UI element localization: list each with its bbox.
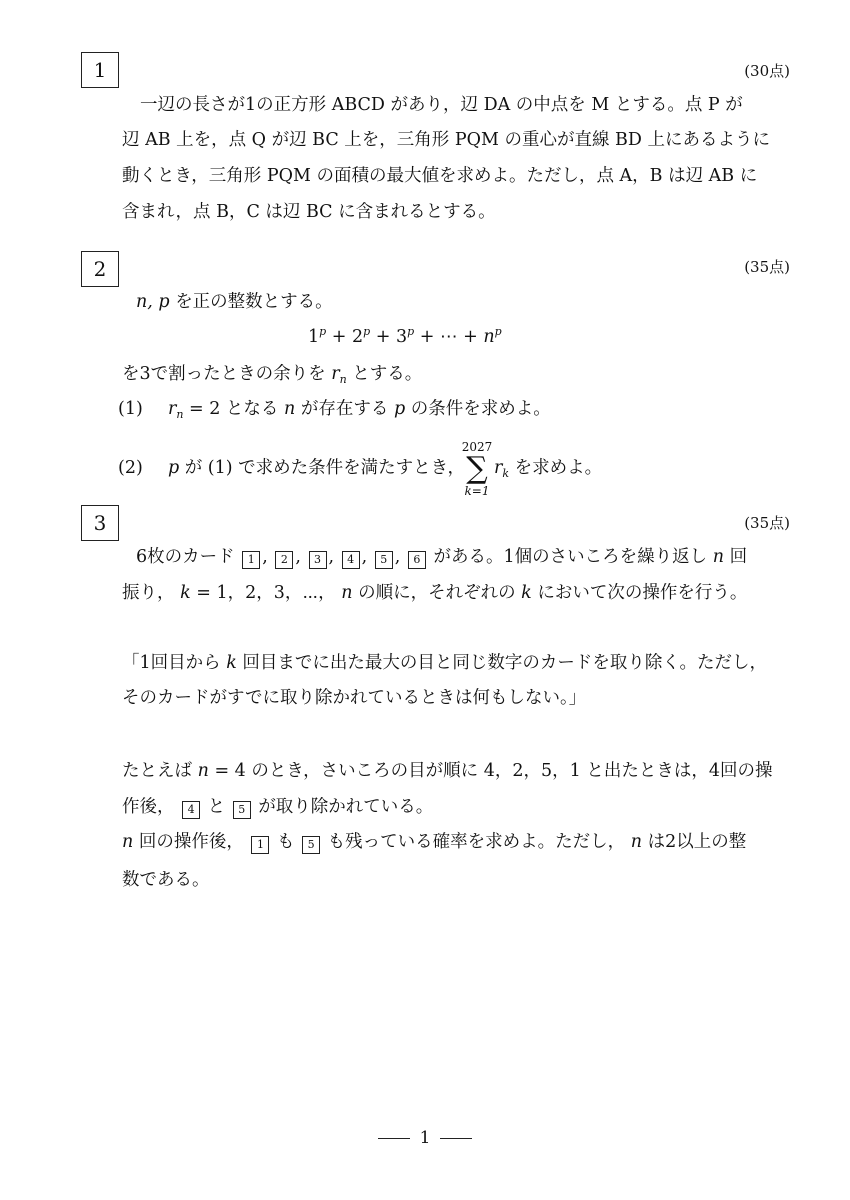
points-label: (35点)	[744, 514, 790, 532]
math-var: r	[167, 399, 177, 419]
term: 3	[396, 327, 408, 347]
sum-formula	[308, 326, 502, 347]
plus: +	[375, 327, 391, 347]
sum-lower-limit: k=1	[464, 484, 490, 498]
text: が存在する	[300, 399, 389, 419]
exponent: p	[363, 325, 371, 338]
card-5: 5	[375, 551, 393, 569]
footer-dash	[440, 1138, 472, 1139]
text: たとえば	[122, 761, 192, 781]
exponent: p	[494, 325, 502, 338]
problem-number: 1	[93, 58, 107, 82]
ellipsis: ⋯	[440, 327, 458, 347]
plus: +	[331, 327, 347, 347]
subscript: k	[502, 467, 510, 480]
text: = 4 のとき，さいころの目が順に 4，2，5，1 と出たときは，4回の操	[214, 761, 773, 781]
text: 6枚のカード	[136, 547, 235, 567]
subquestion-label: (2)	[118, 458, 143, 478]
text: が取り除かれている。	[258, 797, 434, 817]
text: 「1回目から	[122, 653, 221, 673]
text: 回の操作後，	[138, 832, 244, 852]
term: 2	[352, 327, 364, 347]
subscript: n	[339, 373, 347, 386]
exponent: p	[407, 325, 415, 338]
card-5: 5	[233, 801, 251, 819]
card-1: 1	[251, 836, 269, 854]
subquestion-2	[118, 460, 465, 478]
exponent: p	[319, 325, 327, 338]
card-5: 5	[302, 836, 320, 854]
page-number: 1	[419, 1128, 431, 1148]
text: 作後，	[122, 797, 175, 817]
sum-term	[494, 460, 602, 479]
sum-upper-limit: 2027	[461, 440, 493, 454]
problem-text-line	[122, 585, 747, 603]
text: も残っている確率を求めよ。ただし，	[327, 832, 626, 852]
math-var: k	[180, 583, 191, 603]
remainder-line	[122, 366, 422, 385]
problem-number-box	[81, 251, 119, 287]
operation-quote-line: そのカードがすでに取り除かれているときは何もしない。」	[122, 688, 587, 708]
math-var: k	[226, 653, 237, 673]
text: の条件を求めよ。	[410, 399, 551, 419]
math-vars: n, p	[136, 292, 170, 312]
problem-text-line: 一辺の長さが1の正方形 ABCD があり，辺 DA の中点を M とする。点 P が	[140, 95, 743, 115]
card-6: 6	[408, 551, 426, 569]
math-var: r	[331, 364, 340, 384]
subquestion-label: (1)	[118, 399, 143, 419]
math-var: n	[341, 583, 353, 603]
text: がある。1個のさいころを繰り返し	[433, 547, 708, 567]
text: において次の操作を行う。	[537, 583, 748, 603]
points-label: (35点)	[744, 258, 790, 276]
text: とする。	[352, 364, 423, 384]
problem-text-line: 6枚のカード 1 , 2 , 3 , 4 , 5 , 6 がある。1個のさいころを繰り返し n 回	[136, 547, 748, 567]
text: と	[207, 797, 226, 817]
math-var: p	[393, 399, 406, 419]
plus: +	[419, 327, 435, 347]
example-line	[122, 799, 433, 819]
footer-dash	[378, 1138, 410, 1139]
math-var: r	[494, 458, 503, 478]
problem-text-line: 動くとき，三角形 PQM の面積の最大値を求めよ。ただし，点 A，B は辺 AB に	[122, 166, 758, 186]
math-var: n	[630, 832, 643, 852]
term: n	[483, 327, 495, 347]
problem-number: 3	[93, 511, 107, 535]
card-4: 4	[182, 801, 200, 819]
text: 回	[729, 547, 748, 567]
text: = 2 となる	[189, 399, 279, 419]
card-2: 2	[275, 551, 293, 569]
problem-number-box	[81, 505, 119, 541]
text: 振り，	[122, 583, 175, 603]
math-var: k	[521, 583, 532, 603]
problem-text-line: 辺 AB 上を，点 Q が辺 BC 上を，三角形 PQM の重心が直線 BD 上にあるように	[122, 130, 770, 150]
text: の順に，それぞれの	[358, 583, 516, 603]
plus: +	[463, 327, 478, 347]
text: を3で割ったときの余りを	[122, 364, 326, 384]
math-var: n	[284, 399, 296, 419]
problem-number: 2	[93, 257, 107, 281]
question-line: 数である。	[122, 870, 210, 890]
term: 1	[308, 327, 320, 347]
math-var: n	[197, 761, 209, 781]
summation	[460, 440, 494, 498]
text: が (1) で求めた条件を満たすとき，	[184, 458, 465, 478]
card-4: 4	[342, 551, 360, 569]
text: = 1，2，3，⋯，	[196, 583, 336, 603]
problem-text-line: 含まれ，点 B，C は辺 BC に含まれるとする。	[122, 202, 496, 222]
math-var: n	[122, 832, 134, 852]
text: 回目までに出た最大の目と同じ数字のカードを取り除く。ただし，	[242, 653, 768, 673]
operation-quote-line	[122, 655, 767, 673]
example-line	[122, 763, 772, 781]
text: も	[277, 832, 295, 852]
intro-line	[136, 294, 333, 312]
math-var: p	[167, 458, 180, 478]
card-3: 3	[309, 551, 327, 569]
sigma-symbol: ∑	[466, 451, 488, 486]
card-1: 1	[242, 551, 260, 569]
subquestion-1	[118, 401, 551, 420]
problem-number-box	[81, 52, 119, 88]
question-line	[122, 834, 746, 854]
text: を求めよ。	[514, 458, 603, 478]
points-label: (30点)	[744, 62, 790, 80]
page-footer	[0, 1128, 850, 1148]
intro-text: を正の整数とする。	[175, 292, 333, 312]
math-var: n	[712, 547, 724, 567]
text: は2以上の整	[647, 832, 747, 852]
subscript: n	[176, 408, 184, 421]
